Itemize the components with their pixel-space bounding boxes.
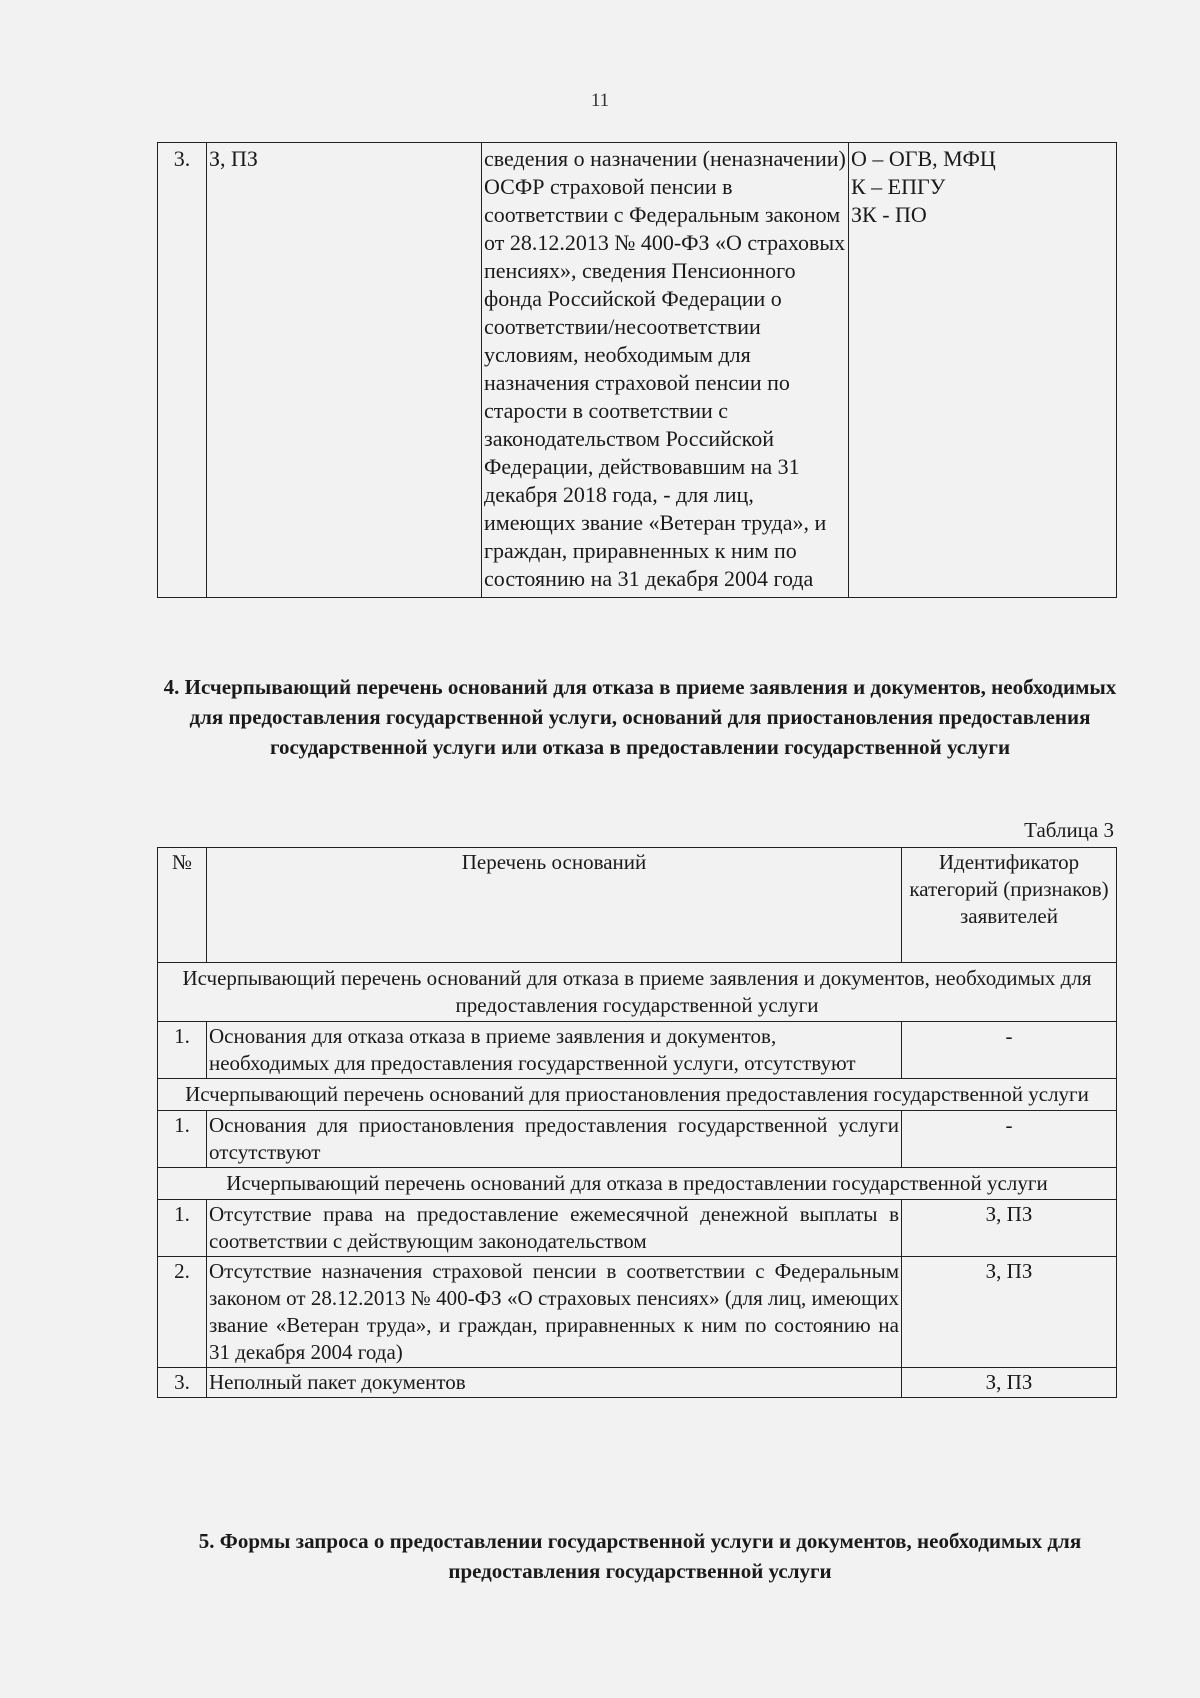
row-number: 3. [158, 1368, 207, 1398]
source-line: К – ЕПГУ [851, 174, 946, 199]
table-row [158, 1111, 1117, 1168]
row-text: Неполный пакет документов [207, 1368, 902, 1398]
source-line: О – ОГВ, МФЦ [851, 146, 996, 171]
table-header-row [158, 848, 1117, 963]
table-caption: Таблица 3 [1024, 818, 1114, 842]
section-row [158, 963, 1117, 1022]
document-description: сведения о назначении (неназначении) ОСФР страховой пенсии в соответствии с Федеральным законом от 28.12.2013 № 400-ФЗ «О страховых пенсиях», сведения Пенсионного фонда Российской Федерации о соответствии/несоответствии условиям, необходимым для назначения страховой пенсии по старости в соответствии с законодательством Российской Федерации, действовавшим на 31 декабря 2018 года, - для лиц, имеющих звание «Ветеран труда», и граждан, приравненных к ним по состоянию на 31 декабря 2004 года [482, 143, 849, 598]
section-title: Исчерпывающий перечень оснований для приостановления предоставления государственной услуги [158, 1079, 1117, 1111]
row-number: 1. [158, 1200, 207, 1257]
header-grounds: Перечень оснований [207, 848, 902, 963]
section-title: Исчерпывающий перечень оснований для отказа в предоставлении государственной услуги [158, 1168, 1117, 1200]
row-text: Отсутствие назначения страховой пенсии в соответствии с Федеральным законом от 28.12.2013 № 400-ФЗ «О страховых пенсиях» (для лиц, имеющих звание «Ветеран труда», и граждан, приравненных к ним по состоянию на 31 декабря 2004 года) [207, 1257, 902, 1368]
row-identifier: З, ПЗ [902, 1368, 1117, 1398]
row-identifier: З, ПЗ [902, 1200, 1117, 1257]
source-line: ЗК - ПО [851, 202, 927, 227]
section-title: Исчерпывающий перечень оснований для отказа в приеме заявления и документов, необходимых для предоставления государственной услуги [158, 963, 1117, 1022]
grounds-table [157, 847, 1117, 1398]
row-identifier: З, ПЗ [902, 1257, 1117, 1368]
row-text: Отсутствие права на предоставление ежемесячной денежной выплаты в соответствии с действующим законодательством [207, 1200, 902, 1257]
document-sources [849, 143, 1117, 598]
section-row [158, 1079, 1117, 1111]
table-row [158, 143, 1117, 598]
row-number: 1. [158, 1022, 207, 1079]
header-identifier: Идентификатор категорий (признаков) заявителей [902, 848, 1117, 963]
table-row [158, 1368, 1117, 1398]
applicant-category: З, ПЗ [207, 143, 482, 598]
section-5-heading: 5. Формы запроса о предоставлении государственной услуги и документов, необходимых для предоставления государственной услуги [198, 1529, 1082, 1583]
row-identifier: - [902, 1111, 1117, 1168]
table-row [158, 1257, 1117, 1368]
page-number: 11 [590, 90, 610, 111]
row-number: 2. [158, 1257, 207, 1368]
row-identifier: - [902, 1022, 1117, 1079]
table-row [158, 1022, 1117, 1079]
row-text: Основания для отказа отказа в приеме заявления и документов, необходимых для предоставления государственной услуги, отсутствуют [207, 1022, 902, 1079]
header-number: № [158, 848, 207, 963]
section-4-heading: 4. Исчерпывающий перечень оснований для отказа в приеме заявления и документов, необходимых для предоставления государственной услуги, оснований для приостановления предоставления государственной услуги или отказа в предоставлении государственной услуги [163, 675, 1117, 759]
row-number: 3. [158, 143, 207, 598]
table-row [158, 1200, 1117, 1257]
section-row [158, 1168, 1117, 1200]
row-text: Основания для приостановления предоставления государственной услуги отсутствуют [207, 1111, 902, 1168]
documents-table-continuation [157, 142, 1117, 598]
row-number: 1. [158, 1111, 207, 1168]
